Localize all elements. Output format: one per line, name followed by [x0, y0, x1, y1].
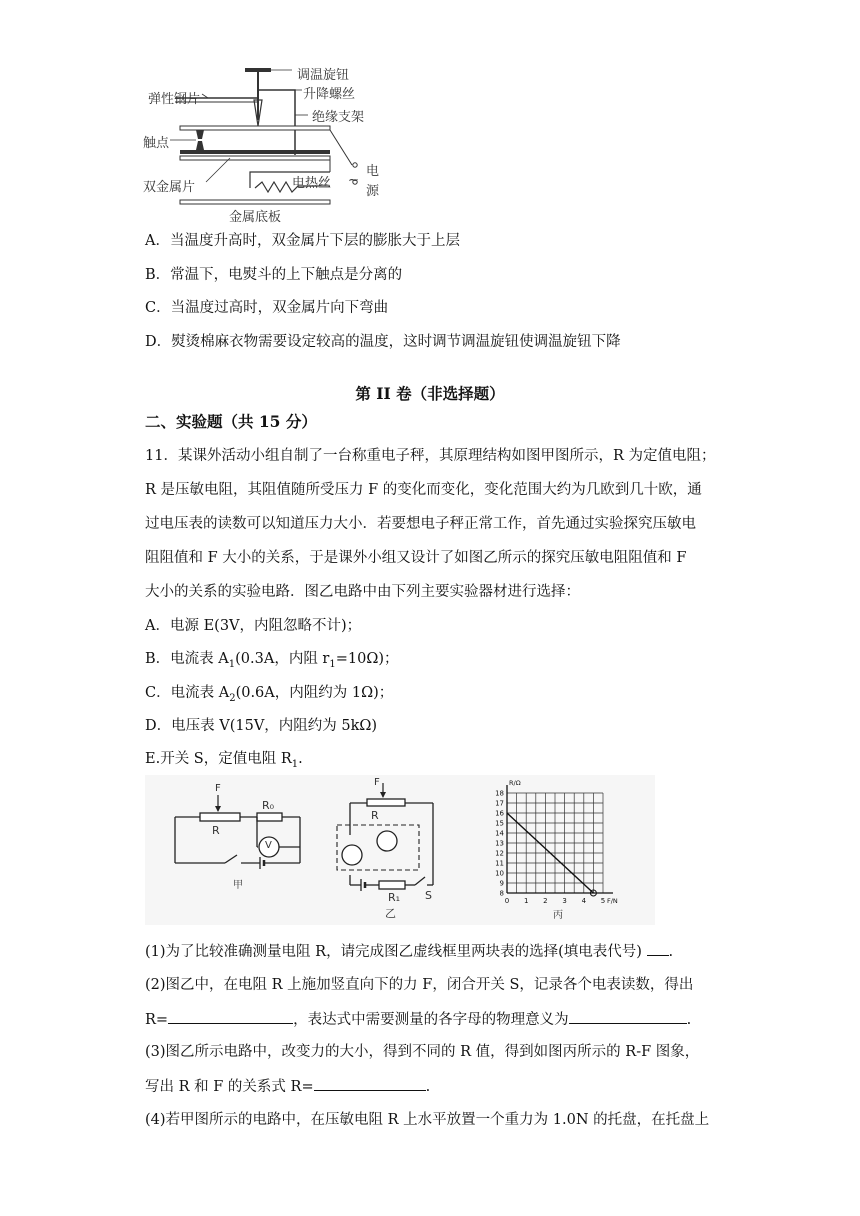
q2-tail: . — [686, 1012, 692, 1028]
yi-caption: 乙 — [385, 907, 396, 920]
y-tick-label: 13 — [495, 839, 504, 848]
yi-label-f: F — [374, 777, 380, 788]
label-bimetal: 双金属片 — [143, 180, 196, 195]
label-knob: 调温旋钮 — [297, 68, 350, 83]
chart-bing — [495, 779, 618, 905]
y-tick-label: 9 — [499, 879, 504, 888]
jia-label-r0: R₀ — [262, 799, 275, 812]
y-tick-label: 18 — [495, 789, 504, 798]
label-baseplate: 金属底板 — [229, 210, 282, 225]
y-tick-label: 10 — [495, 869, 504, 878]
x-tick-label: 4 — [581, 897, 587, 905]
y-axis-label: R/Ω — [509, 779, 521, 787]
q10-option-a: A．当温度升高时，双金属片下层的膨胀大于上层 — [145, 233, 460, 249]
q10-option-b: B．常温下，电熨斗的上下触点是分离的 — [145, 267, 403, 283]
x-tick-label: 1 — [523, 897, 529, 905]
q1-text: (1)为了比较准确测量电阻 R，请完成图乙虚线框里两块表的选择(填电表代号) — [145, 944, 647, 960]
circuit-yi — [337, 783, 433, 891]
circuit-jia — [175, 795, 300, 869]
y-tick-label: 12 — [495, 849, 504, 858]
equipment-c-post: (0.6A，内阻约为 1Ω)； — [235, 685, 394, 701]
q2-meaning-blank[interactable] — [569, 1009, 687, 1024]
equipment-c-sub: 2 — [229, 692, 236, 704]
yi-label-r: R — [371, 809, 379, 822]
q3-tail: . — [425, 1079, 431, 1095]
equipment-c — [145, 683, 393, 709]
q1-tail: . — [668, 944, 674, 960]
q11-stem-line-3: 过电压表的读数可以知道压力大小．若要想电子秤正常工作，首先通过实验探究压敏电 — [145, 516, 696, 532]
y-tick-label: 14 — [495, 829, 504, 838]
q11-stem-line-2: R 是压敏电阻，其阻值随所受压力 F 的变化而变化，变化范围大约为几欧到几十欧，通 — [145, 482, 702, 498]
q3-text: 写出 R 和 F 的关系式 R= — [145, 1079, 314, 1095]
q11-sub-1 — [145, 941, 673, 962]
x-axis-label: F/N — [607, 897, 618, 905]
equipment-b — [145, 649, 399, 675]
section-title: 二、实验题（共 15 分） — [145, 412, 317, 431]
equipment-e-post: . — [298, 751, 303, 767]
equipment-e-sub: 1 — [291, 758, 299, 770]
label-screw: 升降螺丝 — [303, 87, 356, 102]
equipment-b-sub2: 1 — [329, 658, 336, 670]
equipment-b-mid: (0.3A，内阻 r — [235, 651, 330, 667]
label-power-tilde: ~ — [348, 173, 359, 188]
label-spring: 弹性钢片 — [148, 92, 201, 107]
yi-label-s: S — [425, 889, 432, 902]
iron-diagram — [140, 60, 400, 225]
label-power-2: 源 — [366, 184, 380, 199]
label-bracket: 绝缘支架 — [312, 110, 365, 125]
yi-label-r1: R₁ — [388, 891, 401, 904]
q3-relation-blank[interactable] — [314, 1076, 426, 1091]
iron-diagram-drawing — [140, 60, 400, 225]
y-tick-label: 15 — [495, 819, 504, 828]
q11-sub-2-line-2 — [145, 1009, 691, 1030]
q10-option-c: C．当温度过高时，双金属片向下弯曲 — [145, 300, 389, 316]
q11-stem-line-4: 阻阻值和 F 大小的关系，于是课外小组又设计了如图乙所示的探究压敏电阻阻值和 F — [145, 550, 687, 566]
x-tick-label: 0 — [504, 897, 510, 905]
q11-sub-2-line-1: (2)图乙中，在电阻 R 上施加竖直向下的力 F，闭合开关 S，记录各个电表读数，得出 — [145, 977, 694, 993]
equipment-b-pre: B．电流表 A — [145, 651, 229, 667]
y-tick-label: 8 — [499, 889, 504, 898]
q2-meaning-text: ，表达式中需要测量的各字母的物理意义为 — [293, 1012, 569, 1028]
part-title: 第 II 卷（非选择题） — [355, 384, 505, 403]
jia-label-f: F — [215, 783, 221, 794]
q2-expression-blank[interactable] — [168, 1009, 293, 1024]
equipment-e-pre: E.开关 S，定值电阻 R — [145, 751, 292, 767]
y-tick-label: 16 — [495, 809, 504, 818]
jia-caption: 甲 — [233, 880, 243, 891]
equipment-a: A．电源 E(3V，内阻忽略不计)； — [145, 618, 362, 634]
y-tick-label: 17 — [495, 799, 504, 808]
q10-option-d: D．熨烫棉麻衣物需要设定较高的温度，这时调节调温旋钮使调温旋钮下降 — [145, 334, 621, 350]
equipment-b-post: =10Ω)； — [335, 651, 399, 667]
q11-stem-line-5: 大小的关系的实验电路．图乙电路中由下列主要实验器材进行选择： — [145, 584, 580, 600]
x-tick-label: 3 — [562, 897, 567, 905]
jia-label-r: R — [212, 824, 220, 837]
label-heater: 电热丝 — [292, 176, 332, 191]
q2-r-eq: R= — [145, 1012, 169, 1028]
q11-stem-line-1: 11．某课外活动小组自制了一台称重电子秤，其原理结构如图甲图所示，R 为定值电阻； — [145, 448, 716, 464]
x-tick-label: 5 — [600, 897, 606, 905]
equipment-c-pre: C．电流表 A — [145, 685, 230, 701]
q1-answer-blank[interactable] — [647, 941, 669, 956]
y-tick-label: 11 — [495, 859, 504, 868]
q11-sub-4-line-1: (4)若甲图所示的电路中，在压敏电阻 R 上水平放置一个重力为 1.0N 的托盘，在托盘上 — [145, 1112, 710, 1128]
bing-caption: 丙 — [553, 910, 563, 921]
equipment-e — [145, 749, 303, 775]
x-tick-label: 2 — [543, 897, 548, 905]
q11-sub-3-line-1: (3)图乙所示电路中，改变力的大小，得到不同的 R 值，得到如图丙所示的 R-F 图象， — [145, 1044, 700, 1060]
label-power-1: 电 — [366, 164, 380, 179]
jia-label-v: V — [265, 840, 272, 851]
label-contact: 触点 — [143, 136, 170, 151]
q11-sub-3-line-2 — [145, 1076, 430, 1097]
equipment-d: D．电压表 V(15V，内阻约为 5kΩ) — [145, 718, 378, 734]
equipment-b-sub: 1 — [228, 658, 236, 670]
